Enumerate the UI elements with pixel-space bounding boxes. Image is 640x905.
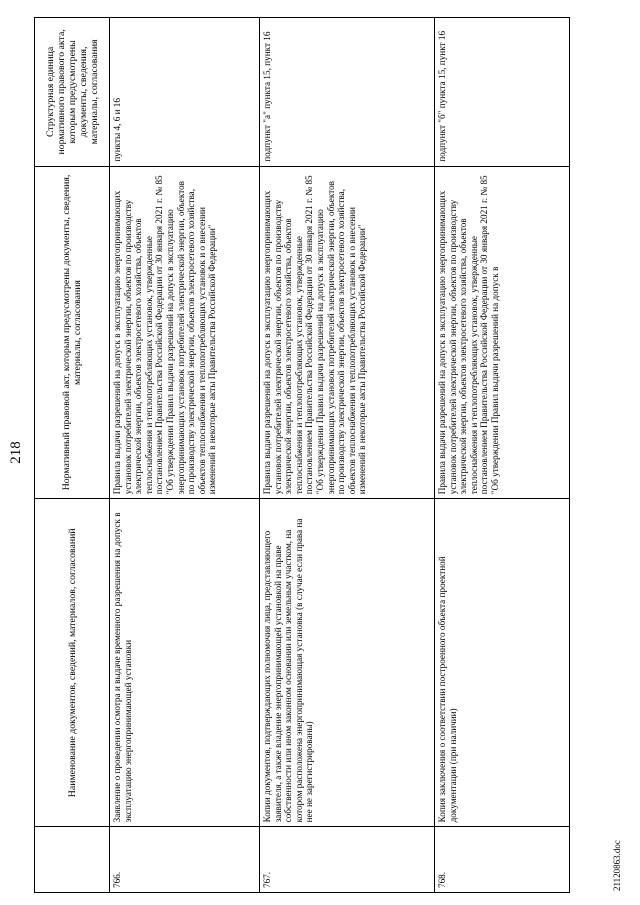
structural-unit-cell: пункты 4, 6 и 16 — [110, 18, 260, 167]
row-number: 767. — [260, 827, 435, 893]
structural-unit-cell: подпункт "а" пункта 15, пункт 16 — [260, 18, 435, 167]
header-document-name: Наименование документов, сведений, материалов, согласований — [35, 499, 110, 827]
header-legal-act: Нормативный правовой акт, которым предусмотрены документы, сведения, материалы, согласования — [35, 166, 110, 499]
legal-act-cell: Правила выдачи разрешений на допуск в эксплуатацию энергопринимающих установок потребителей электрической энергии, объектов по производству электрической энергии, объектов электросетевого хозяйства, объектов теплоснабжения и теплопотребляющих установок, утвержденные постановлением Правительства Российской Федерации от 30 января 2021 г. № 85 "Об утверждении Правил выдачи разрешений на допуск в эксплуатацию энергопринимающих установок потребителей электрической энергии, объектов по производству электрической энергии, объектов электросетевого хозяйства, объектов теплоснабжения и теплопотребляющих установок и о внесении изменений в некоторые акты Правительства Российской Федерации" — [260, 166, 435, 499]
legal-act-cell: Правила выдачи разрешений на допуск в эксплуатацию энергопринимающих установок потребителей электрической энергии, объектов по производству электрической энергии, объектов электросетевого хозяйства, объектов теплоснабжения и теплопотребляющих установок, утвержденные постановлением Правительства Российской Федерации от 30 января 2021 г. № 85 "Об утверждении Правил выдачи разрешений на допуск в эксплуатацию энергопринимающих установок потребителей электрической энергии, объектов по производству электрической энергии, объектов электросетевого хозяйства, объектов теплоснабжения и теплопотребляющих установок и о внесении изменений в некоторые акты Правительства Российской Федерации" — [110, 166, 260, 499]
structural-unit-cell: подпункт "б" пункта 15, пункт 16 — [435, 18, 570, 167]
header-structural-unit: Структурная единица нормативного правового акта, которым предусмотрены документы, сведения, материалы, согласования — [35, 18, 110, 167]
document-name-cell: Копия заключения о соответствии построенного объекта проектной документации (при наличии) — [435, 499, 570, 827]
document-name-cell: Заявление о проведении осмотра и выдаче временного разрешения на допуск в эксплуатацию энергопринимающей установки — [110, 499, 260, 827]
document-name-cell: Копии документов, подтверждающих полномочия лица, представляющего заявителя, а также владение энергопринимающей установкой на праве собственности или ином законном основании или земельным участком, на котором расположена энергопринимающая установка (в случае если права на нее не зарегистрированы) — [260, 499, 435, 827]
page-number: 218 — [8, 441, 24, 464]
header-number — [35, 827, 110, 893]
requirements-table — [34, 17, 570, 893]
table-row — [260, 18, 435, 893]
row-number: 768. — [435, 827, 570, 893]
row-number: 766. — [110, 827, 260, 893]
table-row — [110, 18, 260, 893]
table-header-row — [35, 18, 110, 893]
legal-act-cell: Правила выдачи разрешений на допуск в эксплуатацию энергопринимающих установок потребителей электрической энергии, объектов по производству электрической энергии, объектов электросетевого хозяйства, объектов теплоснабжения и теплопотребляющих установок, утвержденные постановлением Правительства Российской Федерации от 30 января 2021 г. № 85 "Об утверждении Правил выдачи разрешений на допуск в — [435, 166, 570, 499]
table-row — [435, 18, 570, 893]
document-file-id: 21120863.doc — [612, 840, 622, 891]
